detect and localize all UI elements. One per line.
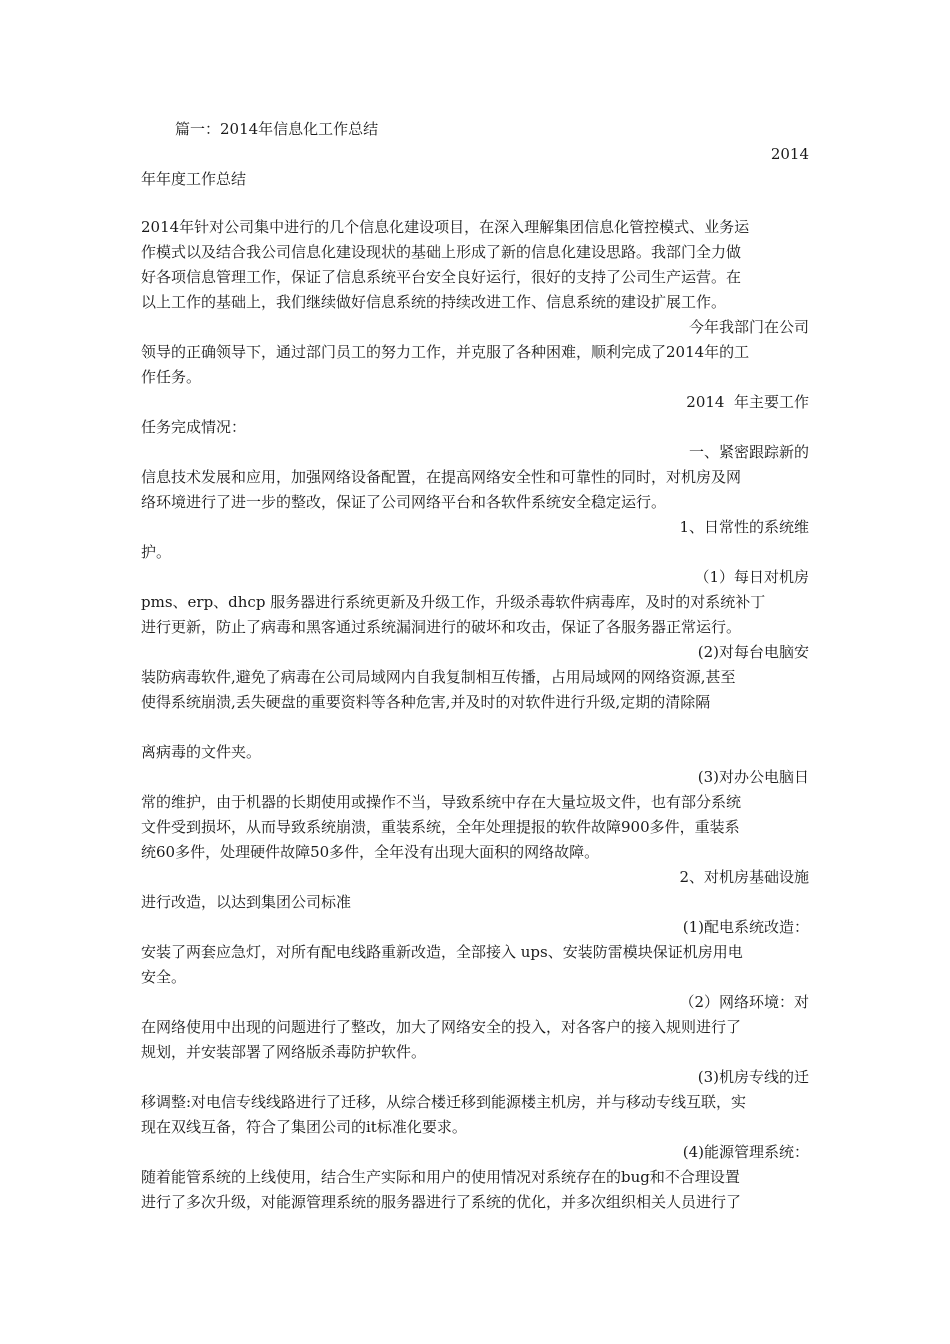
text-line: 一、紧密跟踪新的 xyxy=(688,443,809,461)
text-line: 安装了两套应急灯，对所有配电线路重新改造，全部接入 ups、安装防雷模块保证机房用电 xyxy=(141,943,743,961)
text-line: 作模式以及结合我公司信息化建设现状的基础上形成了新的信息化建设思路。我部门全力做 xyxy=(141,243,742,261)
text-line: 信息技术发展和应用，加强网络设备配置，在提高网络安全性和可靠性的同时，对机房及网 xyxy=(141,468,742,486)
text-line: 使得系统崩溃,丢失硬盘的重要资料等各种危害,并及时的对软件进行升级,定期的清除隔 xyxy=(141,693,711,711)
text-line: 2014年针对公司集中进行的几个信息化建设项目，在深入理解集团信息化管控模式、业务运 xyxy=(141,218,750,236)
text-line: 在网络使用中出现的问题进行了整改，加大了网络安全的投入，对各客户的接入规则进行了 xyxy=(141,1018,742,1036)
text-line: (3)对办公电脑日 xyxy=(697,768,809,786)
document-title: 篇一：2014年信息化工作总结 xyxy=(175,120,379,138)
text-line: 常的维护，由于机器的长期使用或操作不当，导致系统中存在大量垃圾文件，也有部分系统 xyxy=(141,793,742,811)
text-line: (2)对每台电脑安 xyxy=(697,643,809,661)
text-line: 任务完成情况： xyxy=(141,418,247,436)
text-line: 装防病毒软件,避免了病毒在公司局域网内自我复制相互传播，占用局域网的网络资源,甚至 xyxy=(141,668,736,686)
text-line: (3)机房专线的迁 xyxy=(697,1068,809,1086)
text-line: 进行了多次升级，对能源管理系统的服务器进行了系统的优化，并多次组织相关人员进行了 xyxy=(141,1193,742,1211)
text-line: 1、日常性的系统维 xyxy=(679,518,809,536)
text-line: 好各项信息管理工作，保证了信息系统平台安全良好运行，很好的支持了公司生产运营。在 xyxy=(141,268,742,286)
text-line: 规划，并安装部署了网络版杀毒防护软件。 xyxy=(141,1043,427,1061)
text-line: pms、erp、dhcp 服务器进行系统更新及升级工作，升级杀毒软件病毒库，及时的对系统补丁 xyxy=(141,593,766,611)
text-line: （2）网络环境：对 xyxy=(679,993,809,1011)
text-line: 文件受到损坏，从而导致系统崩溃，重装系统，全年处理提报的软件故障900多件，重装系 xyxy=(141,818,740,836)
text-line: 2014 年主要工作 xyxy=(686,393,809,411)
text-line: 安全。 xyxy=(141,968,187,986)
text-line: 今年我部门在公司 xyxy=(688,318,809,336)
text-line: 现在双线互备，符合了集团公司的it标准化要求。 xyxy=(141,1118,467,1136)
text-line: 统60多件，处理硬件故障50多件，全年没有出现大面积的网络故障。 xyxy=(141,843,600,861)
text-line: 移调整:对电信专线线路进行了迁移，从综合楼迁移到能源楼主机房，并与移动专线互联，实 xyxy=(141,1093,747,1111)
text-line: 离病毒的文件夹。 xyxy=(141,743,262,761)
text-line: （1）每日对机房 xyxy=(694,568,809,586)
text-line: (4)能源管理系统： xyxy=(682,1143,809,1161)
text-line: 作任务。 xyxy=(141,368,202,386)
text-line: 2014 xyxy=(770,145,809,163)
text-line: 随着能管系统的上线使用，结合生产实际和用户的使用情况对系统存在的bug和不合理设置 xyxy=(141,1168,740,1186)
text-line: 领导的正确领导下，通过部门员工的努力工作，并克服了各种困难，顺利完成了2014年的工 xyxy=(141,343,750,361)
text-line: 络环境进行了进一步的整改，保证了公司网络平台和各软件系统安全稳定运行。 xyxy=(141,493,667,511)
text-line: 进行改造，以达到集团公司标准 xyxy=(141,893,352,911)
text-line: 年年度工作总结 xyxy=(141,170,247,188)
text-line: 护。 xyxy=(141,543,172,561)
text-line: 以上工作的基础上，我们继续做好信息系统的持续改进工作、信息系统的建设扩展工作。 xyxy=(141,293,727,311)
text-line: (1)配电系统改造： xyxy=(682,918,809,936)
text-line: 进行更新，防止了病毒和黑客通过系统漏洞进行的破坏和攻击，保证了各服务器正常运行。 xyxy=(141,618,742,636)
text-line: 2、对机房基础设施 xyxy=(679,868,809,886)
